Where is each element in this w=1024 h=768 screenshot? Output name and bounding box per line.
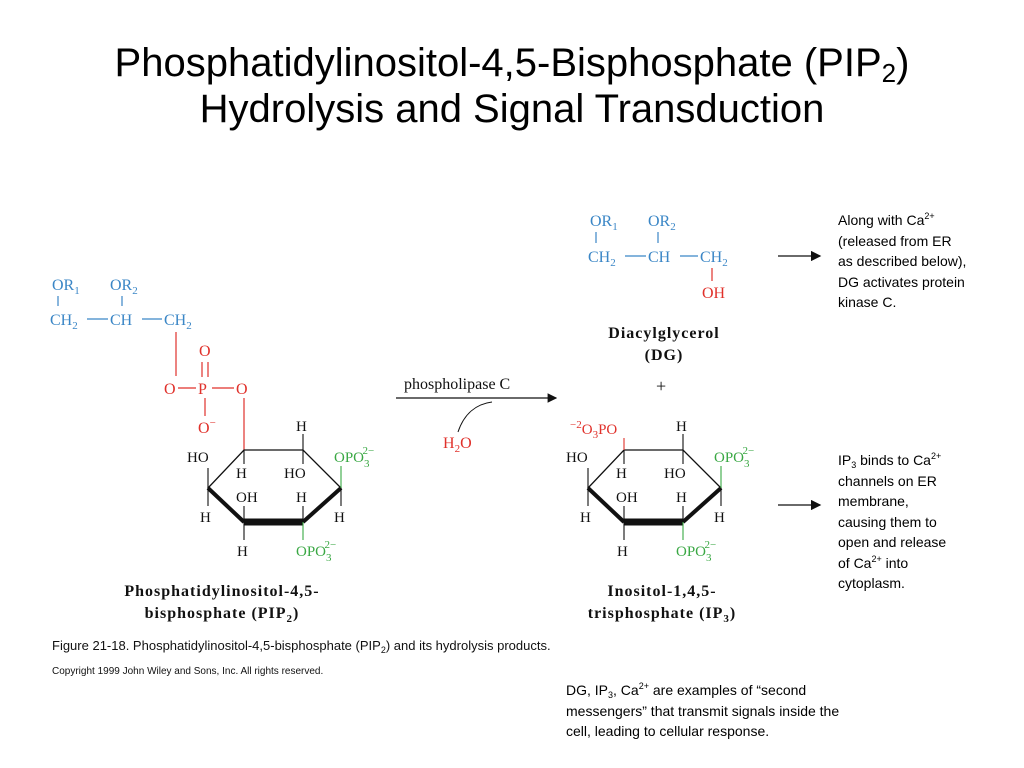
svg-text:OR2: $OR_2$ [648, 213, 676, 233]
ring-ho-inner: HO [284, 466, 306, 482]
svg-text:Phosphatidylinositol-4,5-: Phosphatidylinositol-4,5- [124, 583, 320, 600]
ip3-note: $IP_3$ binds to $Ca^{2+}$ channels on ER membrane, causing them to open and release of $Ca^{2+}$ into cytoplasm. [838, 451, 947, 591]
pip2-ch: CH [110, 312, 133, 329]
svg-text:OR1: $OR_1$ [590, 213, 618, 233]
pip2-label [124, 583, 319, 625]
svg-text:OH: OH [616, 490, 638, 506]
title-line-1: Phosphatidylinositol-4,5-Bisphosphate $(PIP_2)$ [114, 41, 910, 88]
reaction-arrow-group [396, 376, 556, 455]
ring-h-left: H [200, 510, 211, 526]
svg-text:trisphosphate (IP3): trisphosphate $(IP_3)$ [587, 605, 737, 625]
ring-h-inner-1: H [236, 466, 247, 482]
water-curve [458, 402, 492, 432]
phosphate-p: P [198, 381, 207, 398]
svg-text:OPO32−: $OPO_32-$ [676, 539, 717, 564]
dg-note: Along with $Ca^{2+}$ (released from ER as described below), DG activates protein kinase C. [838, 211, 967, 310]
phosphate-o-top: O [199, 343, 211, 360]
second-messenger-note: DG, $IP_3$, $Ca^{2+}$ are examples of “second messengers” that transmit signals inside the cell, leading to cellular response. [566, 681, 840, 739]
ring-h-top: H [296, 419, 307, 435]
pip2-or1: $OR_1$ [52, 277, 80, 297]
svg-text:OPO32−: $OPO_32-$ [714, 445, 755, 470]
copyright-text: Copyright 1999 John Wiley and Sons, Inc. All rights reserved. [52, 666, 324, 677]
ring-opo3-bottom: $OPO_32-$ [296, 539, 337, 564]
ring-ho-left: HO [187, 450, 209, 466]
dg-oh: OH [702, 285, 726, 302]
enzyme-label: phospholipase C [404, 376, 511, 393]
pip2-glycerol-tail [50, 277, 192, 332]
ip3-phosphate-1: $^{-2}O_3PO$ [570, 419, 618, 441]
phosphate-o-left: O [164, 381, 176, 398]
svg-text:bisphosphate (PIP2): bisphosphate $(PIP_2)$ [144, 605, 300, 625]
phosphate-o-right: O [236, 381, 248, 398]
pip2-or2: $OR_2$ [110, 277, 138, 297]
svg-text:CH2: $CH_2$ [700, 249, 728, 269]
svg-text:H: H [580, 510, 591, 526]
svg-text:H: H [676, 419, 687, 435]
pip2-ch2-left: $CH_2$ [50, 312, 78, 332]
svg-text:Diacylglycerol: Diacylglycerol [608, 325, 720, 342]
figure-caption [52, 638, 551, 677]
pip2-ch2-right: $CH_2$ [164, 312, 192, 332]
phosphate-o-minus: O− [198, 417, 216, 437]
svg-text:(DG): (DG) [644, 347, 684, 364]
svg-text:H: H [616, 466, 627, 482]
ip3-inositol-ring [566, 419, 754, 564]
pip2-inositol-ring [187, 419, 374, 564]
svg-text:CH: CH [648, 249, 671, 266]
svg-text:Inositol-1,4,5-: Inositol-1,4,5- [607, 583, 717, 600]
plus-sign: + [656, 376, 668, 396]
svg-text:H: H [714, 510, 725, 526]
title-line-2: Hydrolysis and Signal Transduction [199, 87, 825, 131]
dg-structure [588, 213, 728, 302]
svg-text:CH2: $CH_2$ [588, 249, 616, 269]
svg-text:HO: HO [566, 450, 588, 466]
ip3-label [588, 583, 737, 625]
svg-text:H: H [617, 544, 628, 560]
svg-text:HO: HO [664, 466, 686, 482]
ring-h-right: H [334, 510, 345, 526]
ring-h-bottom: H [237, 544, 248, 560]
ring-opo3-right: $OPO_32-$ [334, 445, 375, 470]
ring-h-inner-2: H [296, 490, 307, 506]
dg-label [608, 325, 719, 396]
svg-text:Figure 21-18. Phosphatidylino: Figure 21-18. Phosphatidylinositol-4,5-bisphosphate $(PIP_2)$ and its hydrolysis products. [52, 638, 551, 655]
svg-text:H: H [676, 490, 687, 506]
ring-oh-inner: OH [236, 490, 258, 506]
water-label: $H_2O$ [443, 435, 472, 455]
pip2-phosphate [164, 332, 248, 450]
